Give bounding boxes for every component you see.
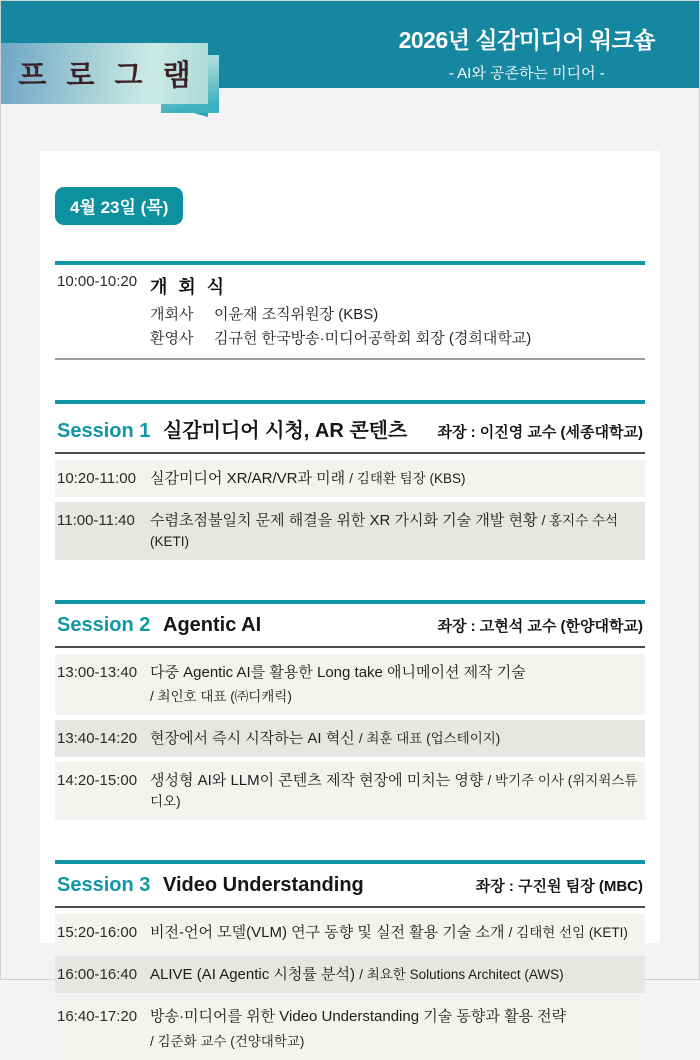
opening-time: 10:00-10:20: [57, 273, 138, 290]
talk-title: 비전-언어 모델(VLM) 연구 동향 및 실전 활용 기술 소개: [150, 924, 505, 942]
talk-speaker: / 김태환 팀장 (KBS): [349, 471, 466, 486]
talk-title: 수렴초점불일치 문제 해결을 위한 XR 가시화 기술 개발 현황: [150, 512, 538, 529]
talk-speaker: / 김태현 선임 (KETI): [508, 925, 628, 941]
schedule-row: [55, 654, 645, 715]
session-2-section: [55, 600, 645, 820]
session-1-section: [55, 400, 645, 560]
talk-title: 현장에서 즉시 시작하는 AI 혁신: [150, 730, 355, 748]
opening-body: [150, 273, 531, 348]
date-badge: 4월 23일 (목): [55, 187, 183, 225]
workshop-title: 2026년 실감미디어 워크숍: [398, 27, 655, 53]
talk-line: [150, 964, 564, 985]
session-rows: [55, 654, 645, 820]
opening-item-text: 김규헌 한국방송·미디어공학회 회장 (경희대학교): [214, 330, 532, 347]
opening-line: [150, 303, 531, 324]
session-name: Session 3: [57, 874, 151, 897]
talk-speaker: / 최요한 Solutions Architect (AWS): [359, 967, 564, 983]
talk-line: [150, 728, 500, 749]
talk-time: 15:20-16:00: [57, 924, 138, 942]
program-card: [40, 151, 660, 1049]
talk-line: [150, 1006, 566, 1051]
program-ribbon: 프 로 그 램: [1, 43, 208, 104]
session-header: [55, 860, 645, 908]
talk-speaker: / 홍지수 수석 (KETI): [150, 513, 619, 549]
talk-title: 실감미디어 XR/AR/VR과 미래: [150, 470, 346, 487]
talk-time: 10:20-11:00: [57, 470, 136, 487]
session-name: Session 1: [57, 420, 151, 442]
opening-title: 개 회 식: [150, 277, 228, 297]
talk-title: ALIVE (AI Agentic 시청률 분석): [150, 966, 356, 984]
talk-time: 14:20-15:00: [57, 772, 138, 790]
session-title: Video Understanding: [163, 874, 364, 897]
talk-time: 11:00-11:40: [57, 512, 135, 529]
talk-speaker: / 김준화 교수 (건양대학교): [150, 1033, 305, 1049]
talk-time: 13:40-14:20: [57, 730, 138, 748]
opening-item-label: 개회사: [150, 306, 194, 323]
talk-time: 16:00-16:40: [57, 966, 138, 984]
talk-line: [150, 662, 526, 707]
schedule-row: [55, 914, 645, 951]
opening-item-label: 환영사: [150, 330, 194, 347]
session-title: 실감미디어 시청, AR 콘텐츠: [163, 420, 408, 442]
schedule-row: [55, 762, 645, 820]
schedule-row: [55, 720, 645, 757]
talk-time: 16:40-17:20: [57, 1008, 138, 1026]
session-rows: [55, 460, 645, 560]
header-band: [1, 1, 699, 92]
schedule-row: [55, 502, 645, 560]
session-name: Session 2: [57, 614, 151, 636]
talk-time: 13:00-13:40: [57, 664, 138, 681]
workshop-subtitle: - AI와 공존하는 미디어 -: [448, 65, 605, 82]
talk-speaker: / 최인호 대표 (㈜디캐릭): [150, 689, 292, 705]
workshop-title-block: [399, 22, 655, 83]
talk-title: 방송·미디어를 위한 Video Understanding 기술 동향과 활용 전략: [150, 1008, 567, 1026]
talk-line: [150, 510, 643, 552]
opening-section: [55, 261, 645, 360]
talk-line: [150, 468, 466, 489]
talk-line: [150, 770, 643, 812]
schedule-row: [55, 460, 645, 497]
talk-title: 다중 Agentic AI를 활용한 Long take 애니메이션 제작 기술: [150, 664, 526, 681]
session-rows: [55, 914, 645, 1059]
session-chair: 좌장 : 고현석 교수 (한양대학교): [437, 618, 643, 635]
opening-item-text: 이윤재 조직위원장 (KBS): [214, 306, 379, 323]
schedule-row: [55, 998, 645, 1059]
session-chair: 좌장 : 구진원 팀장 (MBC): [475, 878, 643, 896]
talk-speaker: / 박기주 이사 (위지윅스튜디오): [150, 773, 638, 810]
opening-line: [150, 327, 531, 348]
talk-speaker: / 최훈 대표 (업스테이지): [358, 731, 501, 747]
talk-title: 생성형 AI와 LLM이 콘텐츠 제작 현장에 미치는 영향: [150, 772, 484, 790]
session-chair: 좌장 : 이진영 교수 (세종대학교): [437, 424, 643, 441]
schedule-row: [55, 956, 645, 993]
session-header: [55, 600, 645, 648]
session-header: [55, 400, 645, 454]
opening-row: [55, 273, 645, 348]
session-title: Agentic AI: [163, 614, 262, 636]
talk-line: [150, 922, 628, 943]
session-3-section: [55, 860, 645, 1059]
